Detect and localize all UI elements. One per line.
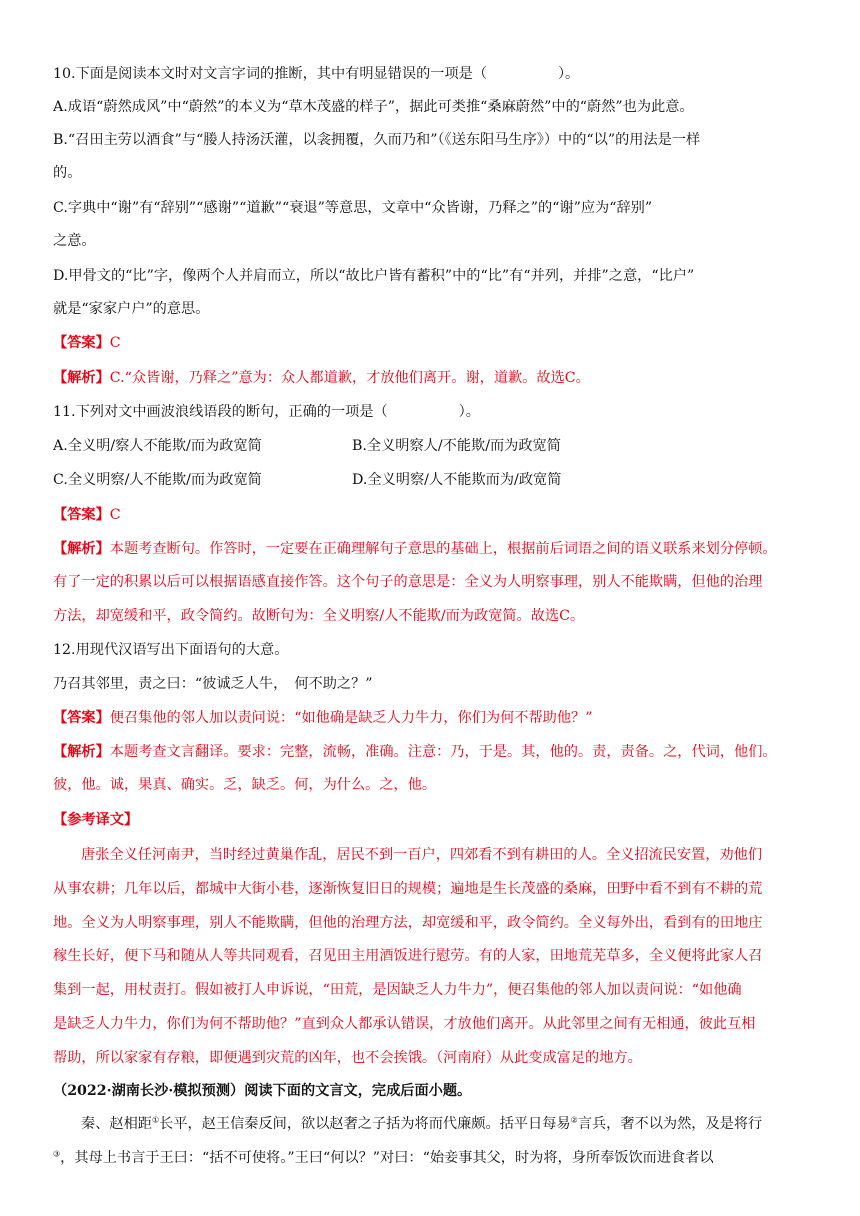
q10-option-b-cont: 的。 [53, 165, 82, 181]
translation-line: 帮助，所以家家有存粮，即便遇到灾荒的凶年，也不会挨饿。（河南府）从此变成富足的地方。 [53, 1050, 642, 1066]
analysis-tag: 【解析】 [53, 370, 110, 386]
q11-analysis-cont-1: 有了一定的积累以后可以根据语感直接作答。这个句子的意思是：全义为人明察事理，别人不能欺瞒，但他的治理 [53, 574, 763, 590]
q12-analysis [53, 742, 826, 762]
translation-line: 地。全义为人明察事理，别人不能欺瞒，但他的治理方法，却宽缓和平，政令简约。全义每外出，看到有的田地庄 [53, 915, 763, 931]
q10-analysis [53, 368, 826, 388]
q12-analysis-cont: 彼，他。诚，果真、确实。乏，缺乏。何，为什么。之，他。 [53, 777, 437, 793]
q10-option-b: B.“召田主劳以酒食”与“媵人持汤沃灌，以衾拥覆，久而乃和”（《送东阳马生序》）中的“以”的用法是一样 [53, 132, 701, 148]
passage-line [53, 1148, 826, 1168]
translation-line: 从事农耕；几年以后，都城中大街小巷，逐渐恢复旧日的规模；遍地是生长茂盛的桑麻，田野中看不到有不耕的荒 [53, 881, 763, 897]
q11-stem: 11.下列对文中画波浪线语段的断句，正确的一项是（ ）。 [53, 404, 480, 420]
q10-option-d: D.甲骨文的“比”字，像两个人并肩而立，所以“故比户皆有蓄积”中的“比”有“并列，并排”之意，“比户” [53, 268, 695, 284]
translation-tag: 【参考译文】 [53, 812, 139, 828]
answer-tag: 【答案】 [53, 507, 110, 523]
q11-analysis-cont-2: 方法，却宽缓和平，政令简约。故断句为：全义明察/人不能欺/而为政宽简。故选C。 [53, 608, 585, 624]
analysis-text: 本题考查文言翻译。要求：完整，流畅，准确。注意：乃，于是。其，他的。责，责备。之，代词，他们。 [109, 744, 777, 760]
analysis-tag: 【解析】 [53, 744, 110, 760]
q12-stem: 12.用现代汉语写出下面语句的大意。 [53, 642, 289, 658]
q11-option-d: D.全义明察/人不能欺而为/政宽简 [352, 472, 562, 488]
passage-text: 言兵，奢不以为然，及是将行 [577, 1116, 763, 1132]
answer-value: C [109, 335, 121, 351]
q11-option-c: C.全义明察/人不能欺/而为政宽简 [53, 472, 262, 488]
analysis-text: C.“众皆谢，乃释之”意为：众人都道歉，才放他们离开。谢，道歉。故选C。 [109, 370, 590, 386]
passage-text: 秦、赵相距 [81, 1116, 152, 1132]
q10-answer [53, 333, 826, 353]
answer-value: C [109, 507, 121, 523]
q10-option-a: A.成语“蔚然成风”中“蔚然”的本义为“草木茂盛的样子”，据此可类推“桑麻蔚然”中的“蔚然”也为此意。 [53, 99, 694, 115]
section-heading: （2022·湖南长沙·模拟预测）阅读下面的文言文，完成后面小题。 [53, 1083, 472, 1099]
answer-tag: 【答案】 [53, 710, 110, 726]
q11-option-b: B.全义明察人/不能欺/而为政宽简 [352, 438, 561, 454]
q11-analysis [53, 539, 826, 559]
footnote-marker: ① [151, 1115, 160, 1125]
translation-line: 集到一起，用杖责打。假如被打人申诉说，“田荒，是因缺乏人力牛力”，便召集他的邻人加以责问说：“如他确 [53, 982, 742, 998]
passage-line [81, 1114, 826, 1134]
q10-option-d-cont: 就是“家家户户”的意思。 [53, 301, 210, 317]
analysis-text: 本题考查断句。作答时，一定要在正确理解句子意思的基础上，根据前后词语之间的语义联系来划分停顿。 [109, 541, 777, 557]
translation-line: 唐张全义任河南尹，当时经过黄巢作乱，居民不到一百户，四郊看不到有耕田的人。全义招流民安置，劝他们 [81, 847, 763, 863]
q10-stem: 10.下面是阅读本文时对文言字词的推断，其中有明显错误的一项是（ ）。 [53, 66, 580, 82]
translation-line: 稼生长好，便下马和随从人等共同观看，召见田主用酒饭进行慰劳。有的人家，田地荒芜草多，全义便将此家人召 [53, 948, 763, 964]
passage-text: 长平，赵王信秦反间，欲以赵奢之子括为将而代廉颇。括平日每易 [159, 1116, 571, 1132]
footnote-marker: ② [570, 1115, 578, 1125]
passage-text: ，其母上书言于王曰：“括不可使将。”王曰“何以？”对曰：“始妾事其父，时为将，身所奉饭饮而进食者以 [60, 1150, 714, 1166]
answer-tag: 【答案】 [53, 335, 110, 351]
translation-line: 是缺乏人力牛力，你们为何不帮助他？”直到众人都承认错误，才放他们离开。从此邻里之间有无相通，彼此互相 [53, 1016, 756, 1032]
q11-answer [53, 505, 826, 525]
answer-value: 便召集他的邻人加以责问说：“如他确是缺乏人力牛力，你们为何不帮助他？” [109, 710, 593, 726]
analysis-tag: 【解析】 [53, 541, 110, 557]
q10-option-c: C.字典中“谢”有“辞别”“感谢”“道歉”“衰退”等意思，文章中“众皆谢，乃释之”的“谢”应为“辞别” [53, 200, 653, 216]
q12-answer [53, 708, 826, 728]
footnote-marker: ③ [53, 1149, 61, 1159]
q11-option-a: A.全义明/察人不能欺/而为政宽简 [53, 438, 262, 454]
q10-option-c-cont: 之意。 [53, 233, 96, 249]
q12-sentence: 乃召其邻里，责之曰：“彼诚乏人牛， 何不助之？” [53, 676, 373, 692]
